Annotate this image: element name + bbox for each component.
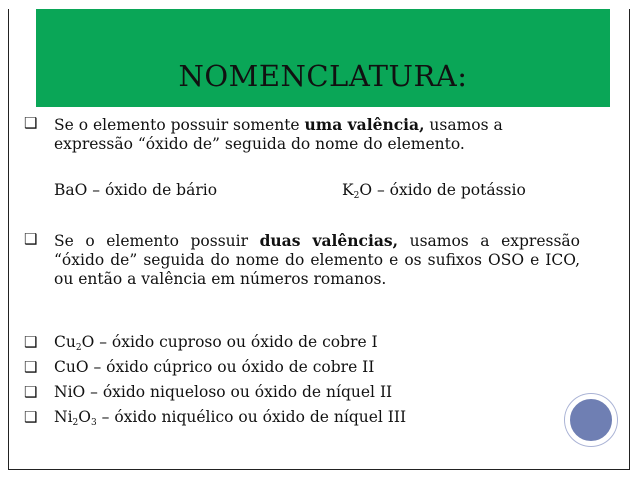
bullet-text-two-valences — [54, 231, 580, 289]
formula-part: Cu — [54, 333, 76, 351]
bullet-icon: ❑ — [24, 358, 38, 376]
text-segment: Se o elemento possuir somente — [54, 116, 305, 134]
bullet-icon: ❑ — [24, 408, 38, 426]
bullet-icon: ❑ — [24, 114, 38, 132]
bullet-icon: ❑ — [24, 383, 38, 401]
formula-part: O – óxido cuproso ou óxido de cobre I — [81, 333, 378, 351]
formula-part: Ni — [54, 408, 73, 426]
formula-subscript: 2 — [75, 343, 82, 353]
list-item-cu2o — [54, 333, 580, 358]
formula-part: K — [342, 181, 354, 199]
formula-part: O – óxido de potássio — [359, 181, 526, 199]
formula-subscript: 2 — [353, 191, 360, 201]
list-item-ni2o3 — [54, 408, 580, 433]
bullet-icon: ❑ — [24, 333, 38, 351]
text-segment: usamos a expressão “óxido de” seguida do nome do elemento e os sufixos OSO e ICO, ou então a valência em números romanos. — [54, 232, 580, 288]
emphasis-text: uma valência, — [304, 115, 425, 134]
text-segment: Se o elemento possuir — [54, 232, 260, 250]
list-item-nio: NiO – óxido niqueloso ou óxido de níquel II — [54, 383, 393, 401]
emphasis-text: duas valências, — [259, 231, 399, 250]
frame-right-border — [629, 9, 630, 470]
bullet-icon: ❑ — [24, 230, 38, 248]
decorative-circle — [565, 394, 617, 446]
frame-left-border — [8, 9, 9, 470]
list-item-cuo: CuO – óxido cúprico ou óxido de cobre II — [54, 358, 375, 376]
text-segment: usamos a expressão “óxido de” seguida do nome do elemento. — [54, 116, 503, 153]
formula-subscript: 2 — [72, 418, 79, 428]
frame-bottom-border — [8, 469, 630, 470]
formula-part: – óxido niquélico ou óxido de níquel III — [96, 408, 407, 426]
formula-subscript: 3 — [90, 418, 97, 428]
example-bao: BaO – óxido de bário — [54, 181, 218, 199]
bullet-text-single-valence — [54, 115, 580, 154]
slide-title: NOMENCLATURA: — [178, 59, 468, 93]
example-k2o — [342, 181, 526, 201]
title-banner — [36, 9, 610, 107]
formula-part: O — [78, 408, 91, 426]
